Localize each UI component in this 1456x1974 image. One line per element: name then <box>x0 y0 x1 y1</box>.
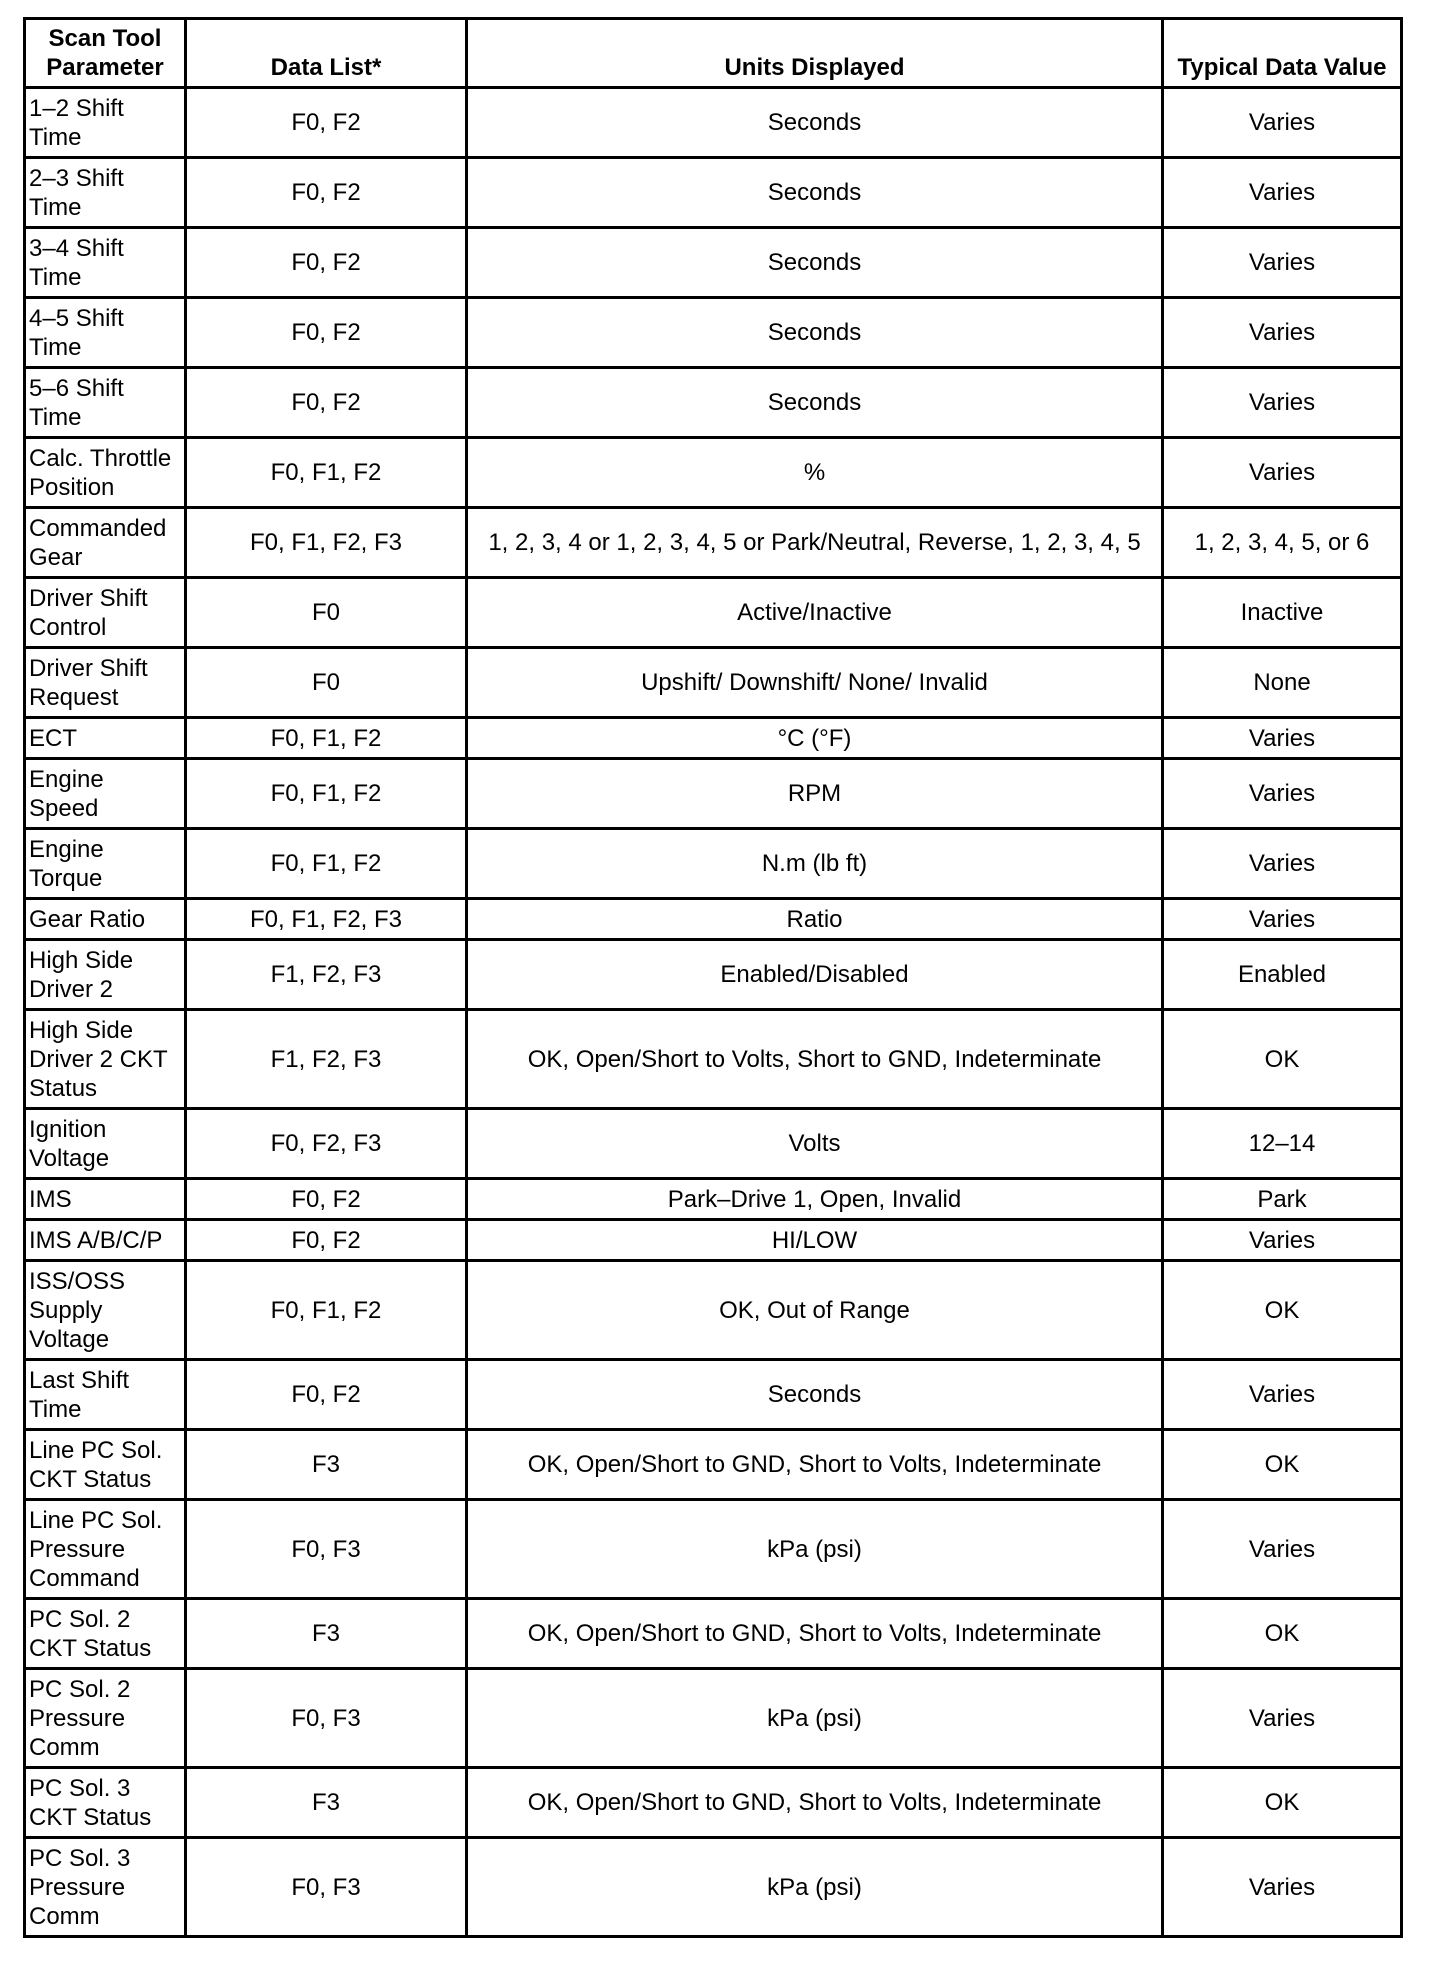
cell-parameter <box>25 1220 186 1261</box>
table-row <box>25 1360 1402 1430</box>
cell-data-list: F0, F3 <box>186 1669 467 1768</box>
cell-data-list: F0, F2 <box>186 298 467 368</box>
cell-parameter <box>25 368 186 438</box>
table-row <box>25 508 1402 578</box>
table-row <box>25 1179 1402 1220</box>
cell-parameter-line: Driver Shift <box>29 584 148 612</box>
cell-data-list: F0, F2 <box>186 88 467 158</box>
cell-parameter <box>25 759 186 829</box>
cell-parameter <box>25 1261 186 1360</box>
cell-parameter <box>25 1599 186 1669</box>
cell-parameter <box>25 829 186 899</box>
cell-typical-data-value: Varies <box>1163 718 1402 759</box>
cell-parameter <box>25 1109 186 1179</box>
cell-data-list: F0, F2 <box>186 228 467 298</box>
cell-parameter <box>25 158 186 228</box>
cell-parameter-line: Time <box>29 403 82 431</box>
table-body <box>25 88 1402 1937</box>
cell-parameter-line: IMS <box>29 1185 72 1213</box>
cell-parameter-line: Ignition <box>29 1115 107 1143</box>
table-row <box>25 1010 1402 1109</box>
cell-parameter <box>25 940 186 1010</box>
cell-data-list: F3 <box>186 1768 467 1838</box>
cell-parameter-line: Time <box>29 123 82 151</box>
cell-units-displayed: OK, Out of Range <box>467 1261 1163 1360</box>
cell-units-displayed: Ratio <box>467 899 1163 940</box>
cell-typical-data-value: Varies <box>1163 88 1402 158</box>
cell-typical-data-value: Varies <box>1163 438 1402 508</box>
cell-units-displayed: Enabled/Disabled <box>467 940 1163 1010</box>
cell-parameter-line: Request <box>29 683 119 711</box>
cell-data-list: F0, F1, F2, F3 <box>186 899 467 940</box>
cell-units-displayed: HI/LOW <box>467 1220 1163 1261</box>
cell-parameter <box>25 1010 186 1109</box>
cell-typical-data-value: Varies <box>1163 1360 1402 1430</box>
table-row <box>25 1430 1402 1500</box>
cell-data-list: F0, F1, F2 <box>186 718 467 759</box>
cell-data-list: F3 <box>186 1599 467 1669</box>
header-data-list: Data List* <box>186 19 467 88</box>
cell-parameter-line: Calc. Throttle <box>29 444 172 472</box>
cell-parameter-line: Supply <box>29 1296 103 1324</box>
table-row <box>25 1261 1402 1360</box>
header-param-line-2: Parameter <box>46 54 164 81</box>
cell-data-list: F0 <box>186 578 467 648</box>
cell-typical-data-value: OK <box>1163 1010 1402 1109</box>
cell-typical-data-value: Varies <box>1163 899 1402 940</box>
cell-typical-data-value: OK <box>1163 1599 1402 1669</box>
cell-units-displayed: kPa (psi) <box>467 1838 1163 1937</box>
table-row <box>25 1599 1402 1669</box>
cell-typical-data-value: Varies <box>1163 1500 1402 1599</box>
cell-typical-data-value: Varies <box>1163 829 1402 899</box>
cell-parameter-line: Pressure <box>29 1704 126 1732</box>
cell-typical-data-value: 12–14 <box>1163 1109 1402 1179</box>
header-typical-data-value: Typical Data Value <box>1163 19 1402 88</box>
cell-typical-data-value: Varies <box>1163 368 1402 438</box>
cell-parameter-line: Gear <box>29 543 83 571</box>
cell-typical-data-value: OK <box>1163 1430 1402 1500</box>
table-row <box>25 368 1402 438</box>
cell-parameter-line: Time <box>29 333 82 361</box>
header-param-line-1: Scan Tool <box>48 25 162 52</box>
cell-parameter-line: PC Sol. 3 <box>29 1844 131 1872</box>
cell-data-list: F0, F3 <box>186 1838 467 1937</box>
cell-parameter-line: CKT Status <box>29 1465 152 1493</box>
cell-data-list: F1, F2, F3 <box>186 1010 467 1109</box>
cell-parameter-line: Status <box>29 1074 98 1102</box>
cell-parameter-line: Driver 2 CKT <box>29 1045 168 1073</box>
table-row <box>25 1220 1402 1261</box>
cell-units-displayed: °C (°F) <box>467 718 1163 759</box>
cell-data-list: F0, F1, F2 <box>186 829 467 899</box>
cell-units-displayed: OK, Open/Short to Volts, Short to GND, Indeterminate <box>467 1010 1163 1109</box>
table-row <box>25 759 1402 829</box>
cell-parameter-line: Engine <box>29 835 104 863</box>
cell-parameter-line: CKT Status <box>29 1634 152 1662</box>
cell-parameter-line: 3–4 Shift <box>29 234 124 262</box>
header-units-displayed: Units Displayed <box>467 19 1163 88</box>
cell-data-list: F0, F2, F3 <box>186 1109 467 1179</box>
cell-units-displayed: kPa (psi) <box>467 1500 1163 1599</box>
cell-parameter <box>25 88 186 158</box>
cell-parameter-line: Voltage <box>29 1144 110 1172</box>
cell-parameter-line: Last Shift <box>29 1366 130 1394</box>
cell-typical-data-value: Varies <box>1163 298 1402 368</box>
cell-typical-data-value: 1, 2, 3, 4, 5, or 6 <box>1163 508 1402 578</box>
table-row <box>25 648 1402 718</box>
cell-units-displayed: Upshift/ Downshift/ None/ Invalid <box>467 648 1163 718</box>
cell-parameter-line: Comm <box>29 1733 100 1761</box>
cell-parameter-line: Driver Shift <box>29 654 148 682</box>
cell-units-displayed: Park–Drive 1, Open, Invalid <box>467 1179 1163 1220</box>
cell-units-displayed: Active/Inactive <box>467 578 1163 648</box>
cell-units-displayed: Seconds <box>467 88 1163 158</box>
cell-parameter-line: CKT Status <box>29 1803 152 1831</box>
cell-units-displayed: kPa (psi) <box>467 1669 1163 1768</box>
cell-typical-data-value: Park <box>1163 1179 1402 1220</box>
table-row <box>25 1768 1402 1838</box>
cell-parameter-line: Time <box>29 193 82 221</box>
table-header-row <box>25 19 1402 88</box>
cell-typical-data-value: Varies <box>1163 158 1402 228</box>
cell-data-list: F0, F1, F2 <box>186 438 467 508</box>
cell-parameter-line: Pressure <box>29 1873 126 1901</box>
cell-data-list: F0, F2 <box>186 368 467 438</box>
cell-parameter-line: Line PC Sol. <box>29 1506 163 1534</box>
cell-units-displayed: RPM <box>467 759 1163 829</box>
table-row <box>25 940 1402 1010</box>
cell-parameter-line: IMS A/B/C/P <box>29 1226 163 1254</box>
cell-data-list: F0, F2 <box>186 1220 467 1261</box>
cell-parameter-line: Control <box>29 613 107 641</box>
cell-typical-data-value: OK <box>1163 1261 1402 1360</box>
cell-data-list: F0, F2 <box>186 1360 467 1430</box>
cell-units-displayed: 1, 2, 3, 4 or 1, 2, 3, 4, 5 or Park/Neutral, Reverse, 1, 2, 3, 4, 5 <box>467 508 1163 578</box>
cell-parameter-line: PC Sol. 2 <box>29 1605 131 1633</box>
cell-parameter <box>25 228 186 298</box>
cell-typical-data-value: Enabled <box>1163 940 1402 1010</box>
cell-parameter <box>25 899 186 940</box>
table-row <box>25 1838 1402 1937</box>
table-row <box>25 438 1402 508</box>
cell-typical-data-value: OK <box>1163 1768 1402 1838</box>
cell-data-list: F0, F2 <box>186 1179 467 1220</box>
cell-units-displayed: N.m (lb ft) <box>467 829 1163 899</box>
cell-units-displayed: Seconds <box>467 298 1163 368</box>
table-row <box>25 88 1402 158</box>
cell-parameter-line: Speed <box>29 794 99 822</box>
cell-parameter <box>25 1430 186 1500</box>
cell-parameter <box>25 1669 186 1768</box>
table-row <box>25 228 1402 298</box>
cell-parameter-line: Time <box>29 263 82 291</box>
table-row <box>25 1669 1402 1768</box>
cell-data-list: F0, F3 <box>186 1500 467 1599</box>
cell-units-displayed: Seconds <box>467 368 1163 438</box>
cell-parameter <box>25 1768 186 1838</box>
cell-parameter-line: Voltage <box>29 1325 110 1353</box>
cell-units-displayed: Seconds <box>467 158 1163 228</box>
cell-parameter-line: PC Sol. 3 <box>29 1774 131 1802</box>
cell-units-displayed: % <box>467 438 1163 508</box>
cell-parameter-line: High Side <box>29 946 134 974</box>
cell-units-displayed: Seconds <box>467 1360 1163 1430</box>
cell-data-list: F0, F2 <box>186 158 467 228</box>
cell-parameter <box>25 1500 186 1599</box>
cell-data-list: F1, F2, F3 <box>186 940 467 1010</box>
cell-units-displayed: Volts <box>467 1109 1163 1179</box>
scan-tool-data-table <box>23 17 1403 1938</box>
cell-parameter-line: Driver 2 <box>29 975 114 1003</box>
cell-parameter-line: Command <box>29 1564 140 1592</box>
cell-parameter <box>25 578 186 648</box>
cell-units-displayed: OK, Open/Short to GND, Short to Volts, Indeterminate <box>467 1599 1163 1669</box>
cell-parameter-line: Commanded <box>29 514 167 542</box>
cell-data-list: F0, F1, F2 <box>186 759 467 829</box>
cell-typical-data-value: Varies <box>1163 228 1402 298</box>
cell-parameter <box>25 718 186 759</box>
cell-typical-data-value: Inactive <box>1163 578 1402 648</box>
cell-parameter <box>25 1179 186 1220</box>
cell-typical-data-value: Varies <box>1163 1838 1402 1937</box>
cell-typical-data-value: Varies <box>1163 1220 1402 1261</box>
table-row <box>25 1109 1402 1179</box>
cell-parameter <box>25 508 186 578</box>
cell-units-displayed: OK, Open/Short to GND, Short to Volts, Indeterminate <box>467 1430 1163 1500</box>
cell-parameter-line: Pressure <box>29 1535 126 1563</box>
header-scan-tool-parameter <box>25 19 186 88</box>
cell-parameter-line: Position <box>29 473 115 501</box>
cell-parameter-line: 4–5 Shift <box>29 304 124 332</box>
cell-data-list: F0, F1, F2 <box>186 1261 467 1360</box>
cell-parameter-line: Line PC Sol. <box>29 1436 163 1464</box>
table-row <box>25 298 1402 368</box>
cell-data-list: F3 <box>186 1430 467 1500</box>
table-row <box>25 578 1402 648</box>
cell-parameter-line: Comm <box>29 1902 100 1930</box>
table-row <box>25 829 1402 899</box>
cell-parameter-line: ISS/OSS <box>29 1267 126 1295</box>
cell-units-displayed: Seconds <box>467 228 1163 298</box>
cell-typical-data-value: None <box>1163 648 1402 718</box>
cell-parameter-line: Time <box>29 1395 82 1423</box>
cell-parameter-line: High Side <box>29 1016 134 1044</box>
cell-parameter-line: ECT <box>29 724 77 752</box>
cell-parameter-line: PC Sol. 2 <box>29 1675 131 1703</box>
cell-parameter <box>25 1838 186 1937</box>
cell-parameter <box>25 438 186 508</box>
cell-parameter-line: 5–6 Shift <box>29 374 124 402</box>
table-row <box>25 158 1402 228</box>
cell-parameter-line: Engine <box>29 765 104 793</box>
cell-parameter-line: Gear Ratio <box>29 905 146 933</box>
cell-data-list: F0, F1, F2, F3 <box>186 508 467 578</box>
table-row <box>25 718 1402 759</box>
table-row <box>25 899 1402 940</box>
cell-parameter-line: 1–2 Shift <box>29 94 124 122</box>
cell-units-displayed: OK, Open/Short to GND, Short to Volts, Indeterminate <box>467 1768 1163 1838</box>
cell-parameter <box>25 648 186 718</box>
cell-parameter-line: Torque <box>29 864 103 892</box>
cell-typical-data-value: Varies <box>1163 759 1402 829</box>
cell-parameter-line: 2–3 Shift <box>29 164 124 192</box>
cell-data-list: F0 <box>186 648 467 718</box>
cell-parameter <box>25 298 186 368</box>
cell-typical-data-value: Varies <box>1163 1669 1402 1768</box>
cell-parameter <box>25 1360 186 1430</box>
table-row <box>25 1500 1402 1599</box>
